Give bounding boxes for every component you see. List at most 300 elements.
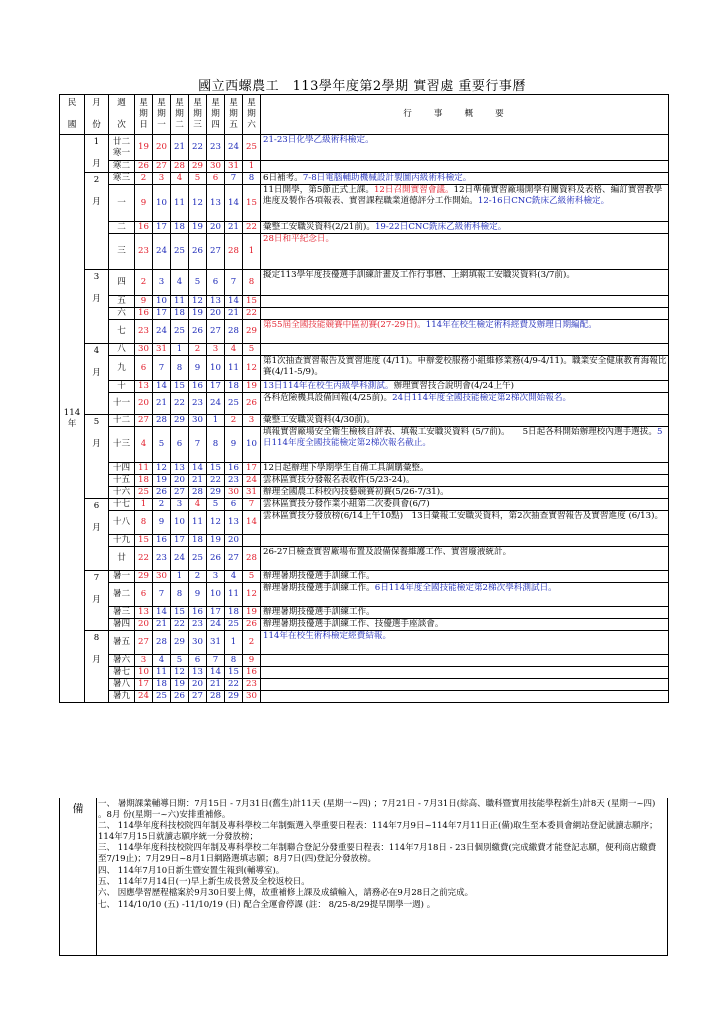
day-cell: 5 xyxy=(171,655,189,667)
day-cell: 13 xyxy=(225,511,243,535)
day-cell: 23 xyxy=(207,135,225,161)
table-row xyxy=(60,296,669,308)
table-row xyxy=(60,679,669,691)
day-cell: 26 xyxy=(135,161,153,173)
note-item: 五、 114年7月14日(一)早上新生成長營及全校返校日。 xyxy=(98,876,310,887)
event-cell xyxy=(261,667,669,679)
day-cell: 27 xyxy=(207,234,225,270)
day-cell: 20 xyxy=(225,535,243,547)
month-cell: 4 月 xyxy=(85,344,109,415)
day-cell: 28 xyxy=(207,691,225,703)
day-cell: 13 xyxy=(171,463,189,475)
day-cell: 19 xyxy=(189,308,207,320)
day-cell: 17 xyxy=(243,463,261,475)
day-cell: 17 xyxy=(153,222,171,234)
day-cell: 25 xyxy=(243,135,261,161)
header-day-sat: 星 期 六 xyxy=(243,95,261,135)
day-cell: 4 xyxy=(225,571,243,583)
event-cell: 辦理暑期技優選手訓練工作。6日114年度全國技能檢定第2梯次學科測試日。 xyxy=(261,583,669,607)
table-row xyxy=(60,320,669,344)
day-cell: 21 xyxy=(171,135,189,161)
day-cell: 14 xyxy=(189,463,207,475)
day-cell: 14 xyxy=(243,511,261,535)
day-cell: 6 xyxy=(189,655,207,667)
day-cell: 9 xyxy=(225,427,243,463)
day-cell: 16 xyxy=(189,381,207,393)
day-cell: 14 xyxy=(207,667,225,679)
day-cell: 12 xyxy=(189,296,207,308)
day-cell: 19 xyxy=(243,381,261,393)
day-cell: 3 xyxy=(243,415,261,427)
day-cell: 7 xyxy=(243,499,261,511)
day-cell: 13 xyxy=(207,296,225,308)
day-cell: 31 xyxy=(153,344,171,356)
day-cell: 2 xyxy=(225,415,243,427)
day-cell: 19 xyxy=(135,135,153,161)
week-cell: 暑四 xyxy=(109,619,135,631)
day-cell: 29 xyxy=(189,161,207,173)
event-cell xyxy=(261,691,669,703)
day-cell: 7 xyxy=(153,356,171,381)
event-cell: 辦理暑期技優選手訓練工作、技優選手座談會。 xyxy=(261,619,669,631)
month-cell: 6 月 xyxy=(85,499,109,571)
day-cell: 4 xyxy=(189,499,207,511)
week-cell: 寒二 xyxy=(109,161,135,173)
day-cell: 24 xyxy=(153,234,171,270)
week-cell: 六 xyxy=(109,308,135,320)
event-cell: 12日起辦理下學期學生自備工具調購彙整。 xyxy=(261,463,669,475)
day-cell: 16 xyxy=(225,463,243,475)
day-cell: 1 xyxy=(171,571,189,583)
day-cell: 24 xyxy=(207,619,225,631)
table-row xyxy=(60,135,669,161)
day-cell: 15 xyxy=(135,535,153,547)
day-cell: 4 xyxy=(171,270,189,296)
day-cell: 24 xyxy=(243,475,261,487)
day-cell: 15 xyxy=(171,381,189,393)
day-cell: 16 xyxy=(189,607,207,619)
table-row xyxy=(60,655,669,667)
table-row xyxy=(60,415,669,427)
day-cell: 3 xyxy=(207,344,225,356)
header-day-mon: 星 期 一 xyxy=(153,95,171,135)
day-cell: 26 xyxy=(243,619,261,631)
week-cell: 八 xyxy=(109,344,135,356)
month-cell: 7 月 xyxy=(85,571,109,631)
day-cell: 9 xyxy=(135,185,153,222)
header-summary: 行事概要 xyxy=(261,95,669,135)
note-item: 三、 114學年度科技校院四年制及專科學校二年制聯合登記分發重要日程表：114年7月18日 - 23日個別繳費(完成繳費才能登記志願，便利商店繳費至7/19止)；7月29日~8月1日網路選填志願；8月7日(四)登記分發放榜。 xyxy=(98,843,657,865)
day-cell: 10 xyxy=(171,511,189,535)
table-row xyxy=(60,571,669,583)
day-cell: 5 xyxy=(243,571,261,583)
week-cell: 七 xyxy=(109,320,135,344)
table-row xyxy=(60,631,669,655)
table-row xyxy=(60,499,669,511)
table-row xyxy=(60,427,669,463)
week-cell: 暑八 xyxy=(109,679,135,691)
table-row xyxy=(60,607,669,619)
day-cell: 5 xyxy=(189,270,207,296)
day-cell: 8 xyxy=(243,173,261,185)
day-cell: 22 xyxy=(225,679,243,691)
day-cell: 20 xyxy=(207,308,225,320)
day-cell: 8 xyxy=(135,511,153,535)
day-cell: 21 xyxy=(207,679,225,691)
day-cell: 27 xyxy=(153,161,171,173)
day-cell: 15 xyxy=(243,296,261,308)
day-cell: 7 xyxy=(153,583,171,607)
event-cell: 擬定113學年度技優選手訓練計畫及工作行事曆、上網填報工安職災資料(3/7前)。 xyxy=(261,270,669,296)
day-cell: 13 xyxy=(135,607,153,619)
table-row xyxy=(60,161,669,173)
day-cell: 13 xyxy=(189,667,207,679)
day-cell: 31 xyxy=(243,487,261,499)
day-cell: 27 xyxy=(225,547,243,571)
day-cell: 29 xyxy=(243,320,261,344)
day-cell: 4 xyxy=(135,427,153,463)
day-cell: 21 xyxy=(225,308,243,320)
day-cell: 5 xyxy=(243,344,261,356)
day-cell: 22 xyxy=(243,222,261,234)
day-cell: 4 xyxy=(171,173,189,185)
event-cell: 彙整工安職災資料(2/21前)。19-22日CNC銑床乙級術科檢定。 xyxy=(261,222,669,234)
day-cell: 11 xyxy=(171,296,189,308)
note-item: 一、 暑期課業輔導日期：7月15日 - 7月31日(舊生)計11天 (星期一~四) ；7月21日 - 7月31日(綜高、職科暨實用技能學程新生)計8天 (星期一~四) 。8月 份(星期一~六)安排重補修。 xyxy=(98,799,656,820)
week-cell: 十四 xyxy=(109,463,135,475)
event-cell: 11日開學，第5節正式上課。12日召開實習會議。12日準備實習廠場開學有關資料及表格、編訂實習教學進度及製作各項報表、實習課程職業道德評分工作開始。12-16日CNC銑床乙級術科檢定。 xyxy=(261,185,669,222)
day-cell: 13 xyxy=(135,381,153,393)
day-cell: 12 xyxy=(171,667,189,679)
table-row xyxy=(60,173,669,185)
day-cell: 27 xyxy=(189,691,207,703)
day-cell: 10 xyxy=(243,427,261,463)
day-cell: 30 xyxy=(243,691,261,703)
day-cell: 14 xyxy=(225,185,243,222)
week-cell: 一 xyxy=(109,185,135,222)
day-cell: 28 xyxy=(189,487,207,499)
day-cell: 2 xyxy=(135,173,153,185)
week-cell: 暑九 xyxy=(109,691,135,703)
notes-section xyxy=(59,798,668,956)
month-cell: 1 月 xyxy=(85,135,109,173)
day-cell: 16 xyxy=(135,222,153,234)
week-cell: 暑七 xyxy=(109,667,135,679)
day-cell: 28 xyxy=(225,234,243,270)
day-cell: 1 xyxy=(171,344,189,356)
day-cell: 30 xyxy=(225,487,243,499)
day-cell: 17 xyxy=(207,381,225,393)
week-cell: 十五 xyxy=(109,475,135,487)
event-cell: 21-23日化學乙級術科檢定。 xyxy=(261,135,669,161)
event-cell: 第1次抽查實習報告及實習進度 (4/11)。申辦愛校服務小組維修業務(4/9-4/11)。職業安全健康教育海報比賽(4/11-5/9)。 xyxy=(261,356,669,381)
day-cell: 24 xyxy=(225,135,243,161)
event-cell xyxy=(261,535,669,547)
day-cell: 18 xyxy=(171,222,189,234)
event-cell xyxy=(261,344,669,356)
day-cell: 2 xyxy=(189,344,207,356)
day-cell: 16 xyxy=(135,308,153,320)
day-cell: 2 xyxy=(243,631,261,655)
day-cell: 20 xyxy=(171,475,189,487)
day-cell: 12 xyxy=(243,356,261,381)
day-cell: 26 xyxy=(171,691,189,703)
week-cell: 暑三 xyxy=(109,607,135,619)
day-cell: 6 xyxy=(207,270,225,296)
day-cell: 6 xyxy=(207,173,225,185)
day-cell: 9 xyxy=(189,583,207,607)
table-row xyxy=(60,475,669,487)
week-cell: 十七 xyxy=(109,499,135,511)
day-cell: 12 xyxy=(243,583,261,607)
day-cell: 25 xyxy=(225,619,243,631)
day-cell: 18 xyxy=(135,475,153,487)
event-cell: 6日補考。7-8日電腦輔助機械設計製圖丙級術科檢定。 xyxy=(261,173,669,185)
week-cell: 暑一 xyxy=(109,571,135,583)
day-cell: 16 xyxy=(243,667,261,679)
day-cell: 3 xyxy=(135,655,153,667)
day-cell: 26 xyxy=(189,234,207,270)
day-cell: 29 xyxy=(225,691,243,703)
week-cell: 寒三 xyxy=(109,173,135,185)
event-cell: 114年在校生術科檢定經費結報。 xyxy=(261,631,669,655)
day-cell: 26 xyxy=(243,393,261,415)
header-week: 週 次 xyxy=(109,95,135,135)
note-item: 四、 114年7月10日新生暨安置生報到(輔導室)。 xyxy=(98,865,285,876)
day-cell: 23 xyxy=(135,320,153,344)
day-cell: 6 xyxy=(225,499,243,511)
week-cell: 十八 xyxy=(109,511,135,535)
day-cell: 7 xyxy=(225,173,243,185)
day-cell: 1 xyxy=(225,631,243,655)
day-cell: 22 xyxy=(171,393,189,415)
day-cell: 1 xyxy=(207,415,225,427)
day-cell: 22 xyxy=(135,547,153,571)
day-cell: 11 xyxy=(189,511,207,535)
month-cell: 3 月 xyxy=(85,270,109,344)
event-cell xyxy=(261,296,669,308)
day-cell: 10 xyxy=(207,583,225,607)
header-day-thu: 星 期 四 xyxy=(207,95,225,135)
day-cell: 23 xyxy=(243,679,261,691)
day-cell: 18 xyxy=(153,679,171,691)
header-day-sun: 星 期 日 xyxy=(135,95,153,135)
day-cell: 10 xyxy=(153,185,171,222)
day-cell: 15 xyxy=(225,667,243,679)
day-cell: 6 xyxy=(171,427,189,463)
day-cell: 29 xyxy=(207,487,225,499)
day-cell: 8 xyxy=(207,427,225,463)
day-cell: 3 xyxy=(207,571,225,583)
week-cell: 暑六 xyxy=(109,655,135,667)
day-cell: 24 xyxy=(153,320,171,344)
day-cell: 7 xyxy=(225,270,243,296)
day-cell: 11 xyxy=(153,667,171,679)
day-cell: 10 xyxy=(153,296,171,308)
day-cell: 11 xyxy=(135,463,153,475)
header-year: 民 國 xyxy=(60,95,85,135)
day-cell: 15 xyxy=(243,185,261,222)
day-cell: 23 xyxy=(189,393,207,415)
day-cell: 23 xyxy=(189,619,207,631)
day-cell: 21 xyxy=(153,393,171,415)
day-cell: 9 xyxy=(189,356,207,381)
day-cell: 23 xyxy=(135,234,153,270)
day-cell: 17 xyxy=(171,535,189,547)
table-row xyxy=(60,185,669,222)
day-cell: 24 xyxy=(207,393,225,415)
day-cell: 7 xyxy=(189,427,207,463)
header-row xyxy=(60,95,669,135)
day-cell: 15 xyxy=(171,607,189,619)
day-cell: 3 xyxy=(153,270,171,296)
day-cell: 30 xyxy=(189,631,207,655)
header-month: 月 份 xyxy=(85,95,109,135)
week-cell: 十九 xyxy=(109,535,135,547)
event-cell xyxy=(261,655,669,667)
day-cell: 5 xyxy=(153,427,171,463)
day-cell: 9 xyxy=(135,296,153,308)
event-cell xyxy=(261,679,669,691)
day-cell: 20 xyxy=(135,619,153,631)
note-item: 二、 114學年度科技校院四年制及專科學校二年制甄選入學重要日程表：114年7月9日~114年7月11日正(備)取生至本委員會網站登記就讀志願序；114年7月15日就讀志願序統一分發放榜； xyxy=(98,821,658,842)
week-cell: 十 xyxy=(109,381,135,393)
table-row xyxy=(60,222,669,234)
day-cell: 30 xyxy=(207,161,225,173)
day-cell: 31 xyxy=(225,161,243,173)
day-cell: 27 xyxy=(171,487,189,499)
day-cell: 21 xyxy=(153,619,171,631)
day-cell: 1 xyxy=(243,161,261,173)
table-row xyxy=(60,356,669,381)
event-cell: 雲林區實技分發報名表收件(5/23-24)。 xyxy=(261,475,669,487)
day-cell: 27 xyxy=(207,320,225,344)
day-cell: 10 xyxy=(135,667,153,679)
day-cell: 17 xyxy=(153,308,171,320)
day-cell: 28 xyxy=(171,161,189,173)
day-cell: 20 xyxy=(153,135,171,161)
day-cell: 17 xyxy=(207,607,225,619)
day-cell: 2 xyxy=(135,270,153,296)
day-cell: 18 xyxy=(171,308,189,320)
day-cell: 9 xyxy=(153,511,171,535)
day-cell: 7 xyxy=(207,655,225,667)
day-cell: 31 xyxy=(207,631,225,655)
day-cell: 19 xyxy=(243,607,261,619)
table-row xyxy=(60,511,669,535)
day-cell: 14 xyxy=(153,607,171,619)
day-cell: 3 xyxy=(171,499,189,511)
day-cell: 28 xyxy=(225,320,243,344)
day-cell: 22 xyxy=(243,308,261,320)
day-cell: 28 xyxy=(243,547,261,571)
note-item: 七、 114/10/10 (五) -11/10/19 (日) 配合全運會停課 (註： 8/25-8/29提早開學一週) 。 xyxy=(98,899,436,910)
header-day-tue: 星 期 二 xyxy=(171,95,189,135)
table-row xyxy=(60,270,669,296)
day-cell: 17 xyxy=(135,679,153,691)
day-cell: 19 xyxy=(171,679,189,691)
day-cell: 3 xyxy=(153,173,171,185)
table-row xyxy=(60,381,669,393)
day-cell: 23 xyxy=(225,475,243,487)
note-item: 六、 因應學習歷程檔案於9月30日要上傳，故重補修上課及成績輸入，請務必在9月28日之前完成。 xyxy=(98,888,474,899)
day-cell: 27 xyxy=(135,415,153,427)
event-cell: 第55屆全國技能競賽中區初賽(27-29日)。114年在校生檢定術科經費及辦理日期編配。 xyxy=(261,320,669,344)
table-row xyxy=(60,344,669,356)
day-cell: 27 xyxy=(135,631,153,655)
day-cell: 9 xyxy=(243,655,261,667)
day-cell: 13 xyxy=(207,185,225,222)
table-row xyxy=(60,691,669,703)
event-cell: 填報實習廠場安全衛生檢核自評表、填報工安職災資料 (5/7前)。 5日起各科開始辦理校內選手選拔。5日114年度全國技能檢定第2梯次報名截止。 xyxy=(261,427,669,463)
day-cell: 19 xyxy=(207,535,225,547)
table-row xyxy=(60,619,669,631)
event-cell: 28日和平紀念日。 xyxy=(261,234,669,270)
day-cell: 12 xyxy=(207,511,225,535)
day-cell: 22 xyxy=(189,135,207,161)
day-cell: 20 xyxy=(135,393,153,415)
event-cell: 13日114年在校生丙級學科測試。辦理實習技合說明會(4/24上午) xyxy=(261,381,669,393)
day-cell: 26 xyxy=(189,320,207,344)
month-cell: 5 月 xyxy=(85,415,109,499)
week-cell: 廿 xyxy=(109,547,135,571)
day-cell: 4 xyxy=(225,344,243,356)
notes-body xyxy=(98,799,664,911)
header-day-fri: 星 期 五 xyxy=(225,95,243,135)
day-cell: 29 xyxy=(171,415,189,427)
day-cell: 30 xyxy=(189,415,207,427)
week-cell: 暑二 xyxy=(109,583,135,607)
day-cell: 21 xyxy=(189,475,207,487)
day-cell: 1 xyxy=(243,234,261,270)
day-cell: 25 xyxy=(171,320,189,344)
event-cell xyxy=(261,161,669,173)
week-cell: 十二 xyxy=(109,415,135,427)
day-cell: 11 xyxy=(225,583,243,607)
day-cell: 25 xyxy=(189,547,207,571)
day-cell: 14 xyxy=(225,296,243,308)
table-row xyxy=(60,667,669,679)
day-cell: 24 xyxy=(135,691,153,703)
week-cell: 九 xyxy=(109,356,135,381)
table-row xyxy=(60,393,669,415)
table-row xyxy=(60,535,669,547)
table-row xyxy=(60,547,669,571)
day-cell: 6 xyxy=(135,583,153,607)
notes-label: 備 xyxy=(60,798,97,955)
day-cell: 19 xyxy=(153,475,171,487)
day-cell: 18 xyxy=(189,535,207,547)
week-cell: 廿二 寒一 xyxy=(109,135,135,161)
day-cell: 18 xyxy=(225,381,243,393)
page-title: 國立西螺農工 113學年度第2學期 實習處 重要行事曆 xyxy=(198,79,526,94)
day-cell: 20 xyxy=(207,222,225,234)
week-cell: 十六 xyxy=(109,487,135,499)
day-cell: 26 xyxy=(207,547,225,571)
day-cell: 2 xyxy=(189,571,207,583)
day-cell: 18 xyxy=(225,607,243,619)
day-cell: 4 xyxy=(153,655,171,667)
day-cell: 12 xyxy=(153,463,171,475)
event-cell: 雲林區實技分發作業小組第二次委員會(6/7) xyxy=(261,499,669,511)
month-cell: 8 月 xyxy=(85,631,109,703)
day-cell: 19 xyxy=(189,222,207,234)
week-cell: 三 xyxy=(109,234,135,270)
day-cell: 22 xyxy=(171,619,189,631)
day-cell: 15 xyxy=(207,463,225,475)
day-cell: 22 xyxy=(207,475,225,487)
day-cell: 1 xyxy=(135,499,153,511)
